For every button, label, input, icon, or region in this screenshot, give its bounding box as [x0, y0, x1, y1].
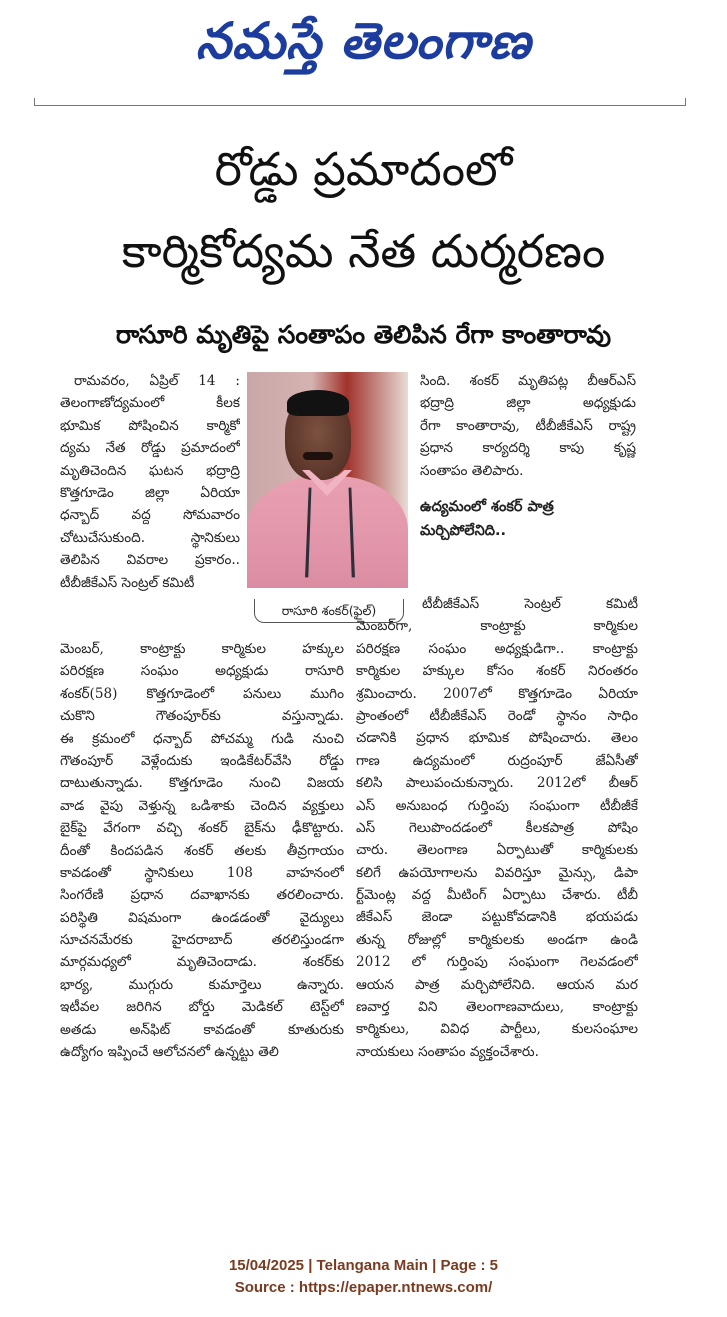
article-text-line: సింగరేణి ప్రధాన దవాఖానకు తరలించారు. — [60, 887, 344, 904]
article-text-line: కార్మికుల హక్కుల కోసం శంకర్ నిరంతరం — [356, 663, 638, 680]
photo-moustache — [303, 452, 333, 460]
article-text-line: ద్యమ నేత రోడ్డు ప్రమాదంలో — [60, 440, 240, 457]
article-text-line: చడానికి ప్రధాన భూమిక పోషించారు. తెలం — [356, 730, 638, 747]
photo-caption: రాసూరి శంకర్(ఫైల్) — [254, 599, 404, 623]
masthead-divider — [34, 105, 686, 106]
article-text-line: పరిస్థితి విషమంగా ఉండడంతో వైద్యులు — [60, 909, 344, 926]
article-text-line: చోటుచేసుకుంది. స్థానికులు — [60, 529, 240, 546]
article-text-line: అతడు అన్‌ఫిట్ కావడంతో కూతురుకు — [60, 1021, 344, 1038]
article-text-line: శ్రమించారు. 2007లో కొత్తగూడెం ఏరియా — [356, 685, 638, 702]
article-text-line: ప్రాంతంలో టీబీజీకేఎస్ రెండో స్థానం సాధిం — [356, 707, 638, 724]
article-text-line: వాడ వైపు వెళ్తున్న ఒడిశాకు చెందిన వ్యక్తులు — [60, 797, 344, 814]
article-text-line: ఎస్ అనుబంధ గుర్తింపు సంఘంగా టీబీజీకే — [356, 797, 638, 814]
article-text-line: భార్య, ముగ్గురు కుమార్తెలు ఉన్నారు. — [60, 976, 344, 993]
article-text-line: టీబీజీకేఎస్ సెంట్రల్ కమిటీ — [422, 596, 638, 612]
article-text-line: ర్ట్‌మెంట్ల వద్ద మీటింగ్ ఏర్పాటు చేశారు. టీబీ — [356, 887, 638, 904]
article-text-line: ప్రధాన కార్యదర్శి కాపు కృష్ణ — [420, 440, 636, 457]
article-text-line: గాణ ఉద్యమంలో రుద్రంపూర్ జేఏసీతో — [356, 752, 638, 769]
article-text-line: రేగా కాంతారావు, టీబీజీకేఎస్ రాష్ట్ర — [420, 417, 636, 434]
article-text-line: కార్మికులు, వివిధ పార్టీలు, కులసంఘాల — [356, 1021, 638, 1038]
article-text-line: ధన్బాద్ వద్ద సోమవారం — [60, 507, 240, 524]
newspaper-masthead: నమస్తే తెలంగాణ — [195, 12, 532, 70]
article-column-left-bottom — [60, 638, 344, 1063]
headline-line-1: రోడ్డు ప్రమాదంలో — [214, 142, 513, 196]
section-heading: ఉద్యమంలో శంకర్ పాత్ర — [420, 498, 554, 515]
article-text-line: ఎస్ గెలుపొందడంలో కీలకపాత్ర పోషిం — [356, 819, 638, 836]
article-text-line: శంకర్(58) కొత్తగూడెంలో పనులు ముగిం — [60, 685, 344, 702]
article-text-line: పరిరక్షణ సంఘం అధ్యక్షుడు రాసూరి — [60, 663, 344, 680]
article-text-line: మెంబర్‌గా, కాంట్రాక్టు కార్మికుల — [356, 618, 638, 635]
article-text-line: చుకొని గౌతంపూర్‌కు వస్తున్నాడు. — [60, 708, 344, 725]
headline-line-2: కార్మికోద్యమ నేత దుర్మరణం — [121, 224, 606, 278]
article-text-line: మృతిచెందిన ఘటన భద్రాద్రి — [60, 462, 240, 479]
divider-tick-left — [34, 98, 35, 106]
article-text-line: సింది. శంకర్ మృతిపట్ల బీఆర్‌ఎస్ — [420, 373, 636, 389]
section-spacer — [420, 482, 636, 496]
article-column-right-bottom — [356, 593, 638, 1063]
article-text-line: కావడంతో స్థానికులు 108 వాహనంలో — [60, 864, 344, 881]
article-text-line: టీబీజీకేఎస్ సెంట్రల్ కమిటీ — [60, 574, 195, 591]
article-text-line: తెలంగాణోద్యమంలో కీలక — [60, 395, 240, 412]
article-text-line: ఉద్యోగం ఇప్పించే ఆలోచనలో ఉన్నట్టు తెలి — [60, 1044, 279, 1061]
article-text-line: ఈ క్రమంలో ధన్బాద్ పోచమ్మ గుడి నుంచి — [60, 730, 344, 747]
article-text-line: సంతాపం తెలిపారు. — [420, 462, 524, 479]
article-column-left-top — [60, 370, 240, 594]
divider-tick-right — [685, 98, 686, 106]
article-text-line: చారు. తెలంగాణ ఏర్పాటుతో కార్మికులకు — [356, 842, 638, 859]
article-text-line: కలిగే ఉపయోగాలను వివరిస్తూ మైన్సు, డిపా — [356, 864, 638, 881]
section-heading: మర్చిపోలేనిది.. — [420, 522, 507, 539]
article-text-line: దీంతో కిందపడిన శంకర్ తలకు తీవ్రగాయం — [60, 842, 344, 859]
article-text-line: ఆయన పాత్ర మర్చిపోలేనిది. ఆయన మర — [356, 976, 638, 993]
footer-source-line: Source : https://epaper.ntnews.com/ — [234, 1279, 493, 1296]
article-text-line: రామవరం, ఏప్రిల్ 14 : — [74, 373, 240, 389]
article-text-line: ణవార్త విని తెలంగాణవాదులు, కాంట్రాక్టు — [356, 999, 638, 1016]
article-text-line: భద్రాద్రి జిల్లా అధ్యక్షుడు — [420, 395, 636, 412]
article-text-line: కొత్తగూడెం జిల్లా ఏరియా — [60, 484, 240, 501]
photo-lanyard — [305, 488, 355, 578]
article-text-line: ఇటీవల జరిగిన బోర్డు మెడికల్ టెస్ట్‌లో — [60, 999, 344, 1016]
article-text-line: సూచనమేరకు హైదరాబాద్ తరలిస్తుండగా — [60, 932, 344, 949]
article-text-line: గౌతంపూర్ వెళ్లేందుకు ఇండికేటర్‌వేసి రోడ్డు — [60, 752, 344, 769]
article-text-line: జీకేఎస్ జెండా పట్టుకోవడానికి భయపడు — [356, 909, 638, 926]
article-text-line: మార్గమధ్యలో మృతిచెందాడు. శంకర్‌కు — [60, 954, 344, 971]
article-text-line: కలిసి పాలుపంచుకున్నారు. 2012లో బీఆర్ — [356, 775, 638, 792]
article-text-line: తెలిపిన వివరాల ప్రకారం.. — [60, 552, 240, 569]
article-text-line: నాయకులు సంతాపం వ్యక్తంచేశారు. — [356, 1043, 539, 1060]
article-text-line: బైక్‌పై వేగంగా వచ్చి శంకర్ బైక్‌ను ఢీకొట్టారు. — [60, 820, 344, 837]
article-text-line: భూమిక పోషించిన కార్మికో — [60, 417, 240, 434]
article-text-line: పరిరక్షణ సంఘం అధ్యక్షుడిగా.. కాంట్రాక్టు — [356, 640, 638, 657]
article-text-line: మెంబర్, కాంట్రాక్టు కార్మికుల హక్కుల — [60, 641, 344, 657]
portrait-photo — [247, 372, 408, 588]
article-column-right-top — [420, 370, 636, 544]
article-text-line: తున్న రోజుల్లో కార్మికులకు అండగా ఉండి — [356, 931, 638, 948]
article-text-line: 2012 లో గుర్తింపు సంఘంగా గెలవడంలో — [356, 954, 638, 971]
footer-date-line: 15/04/2025 | Telangana Main | Page : 5 — [228, 1257, 499, 1274]
subheadline: రాసూరి మృతిపై సంతాపం తెలిపిన రేగా కాంతారావు — [115, 320, 612, 349]
article-text-line: దాటుతున్నాడు. కొత్తగూడెం నుంచి విజయ — [60, 775, 344, 792]
photo-hair — [287, 390, 349, 416]
